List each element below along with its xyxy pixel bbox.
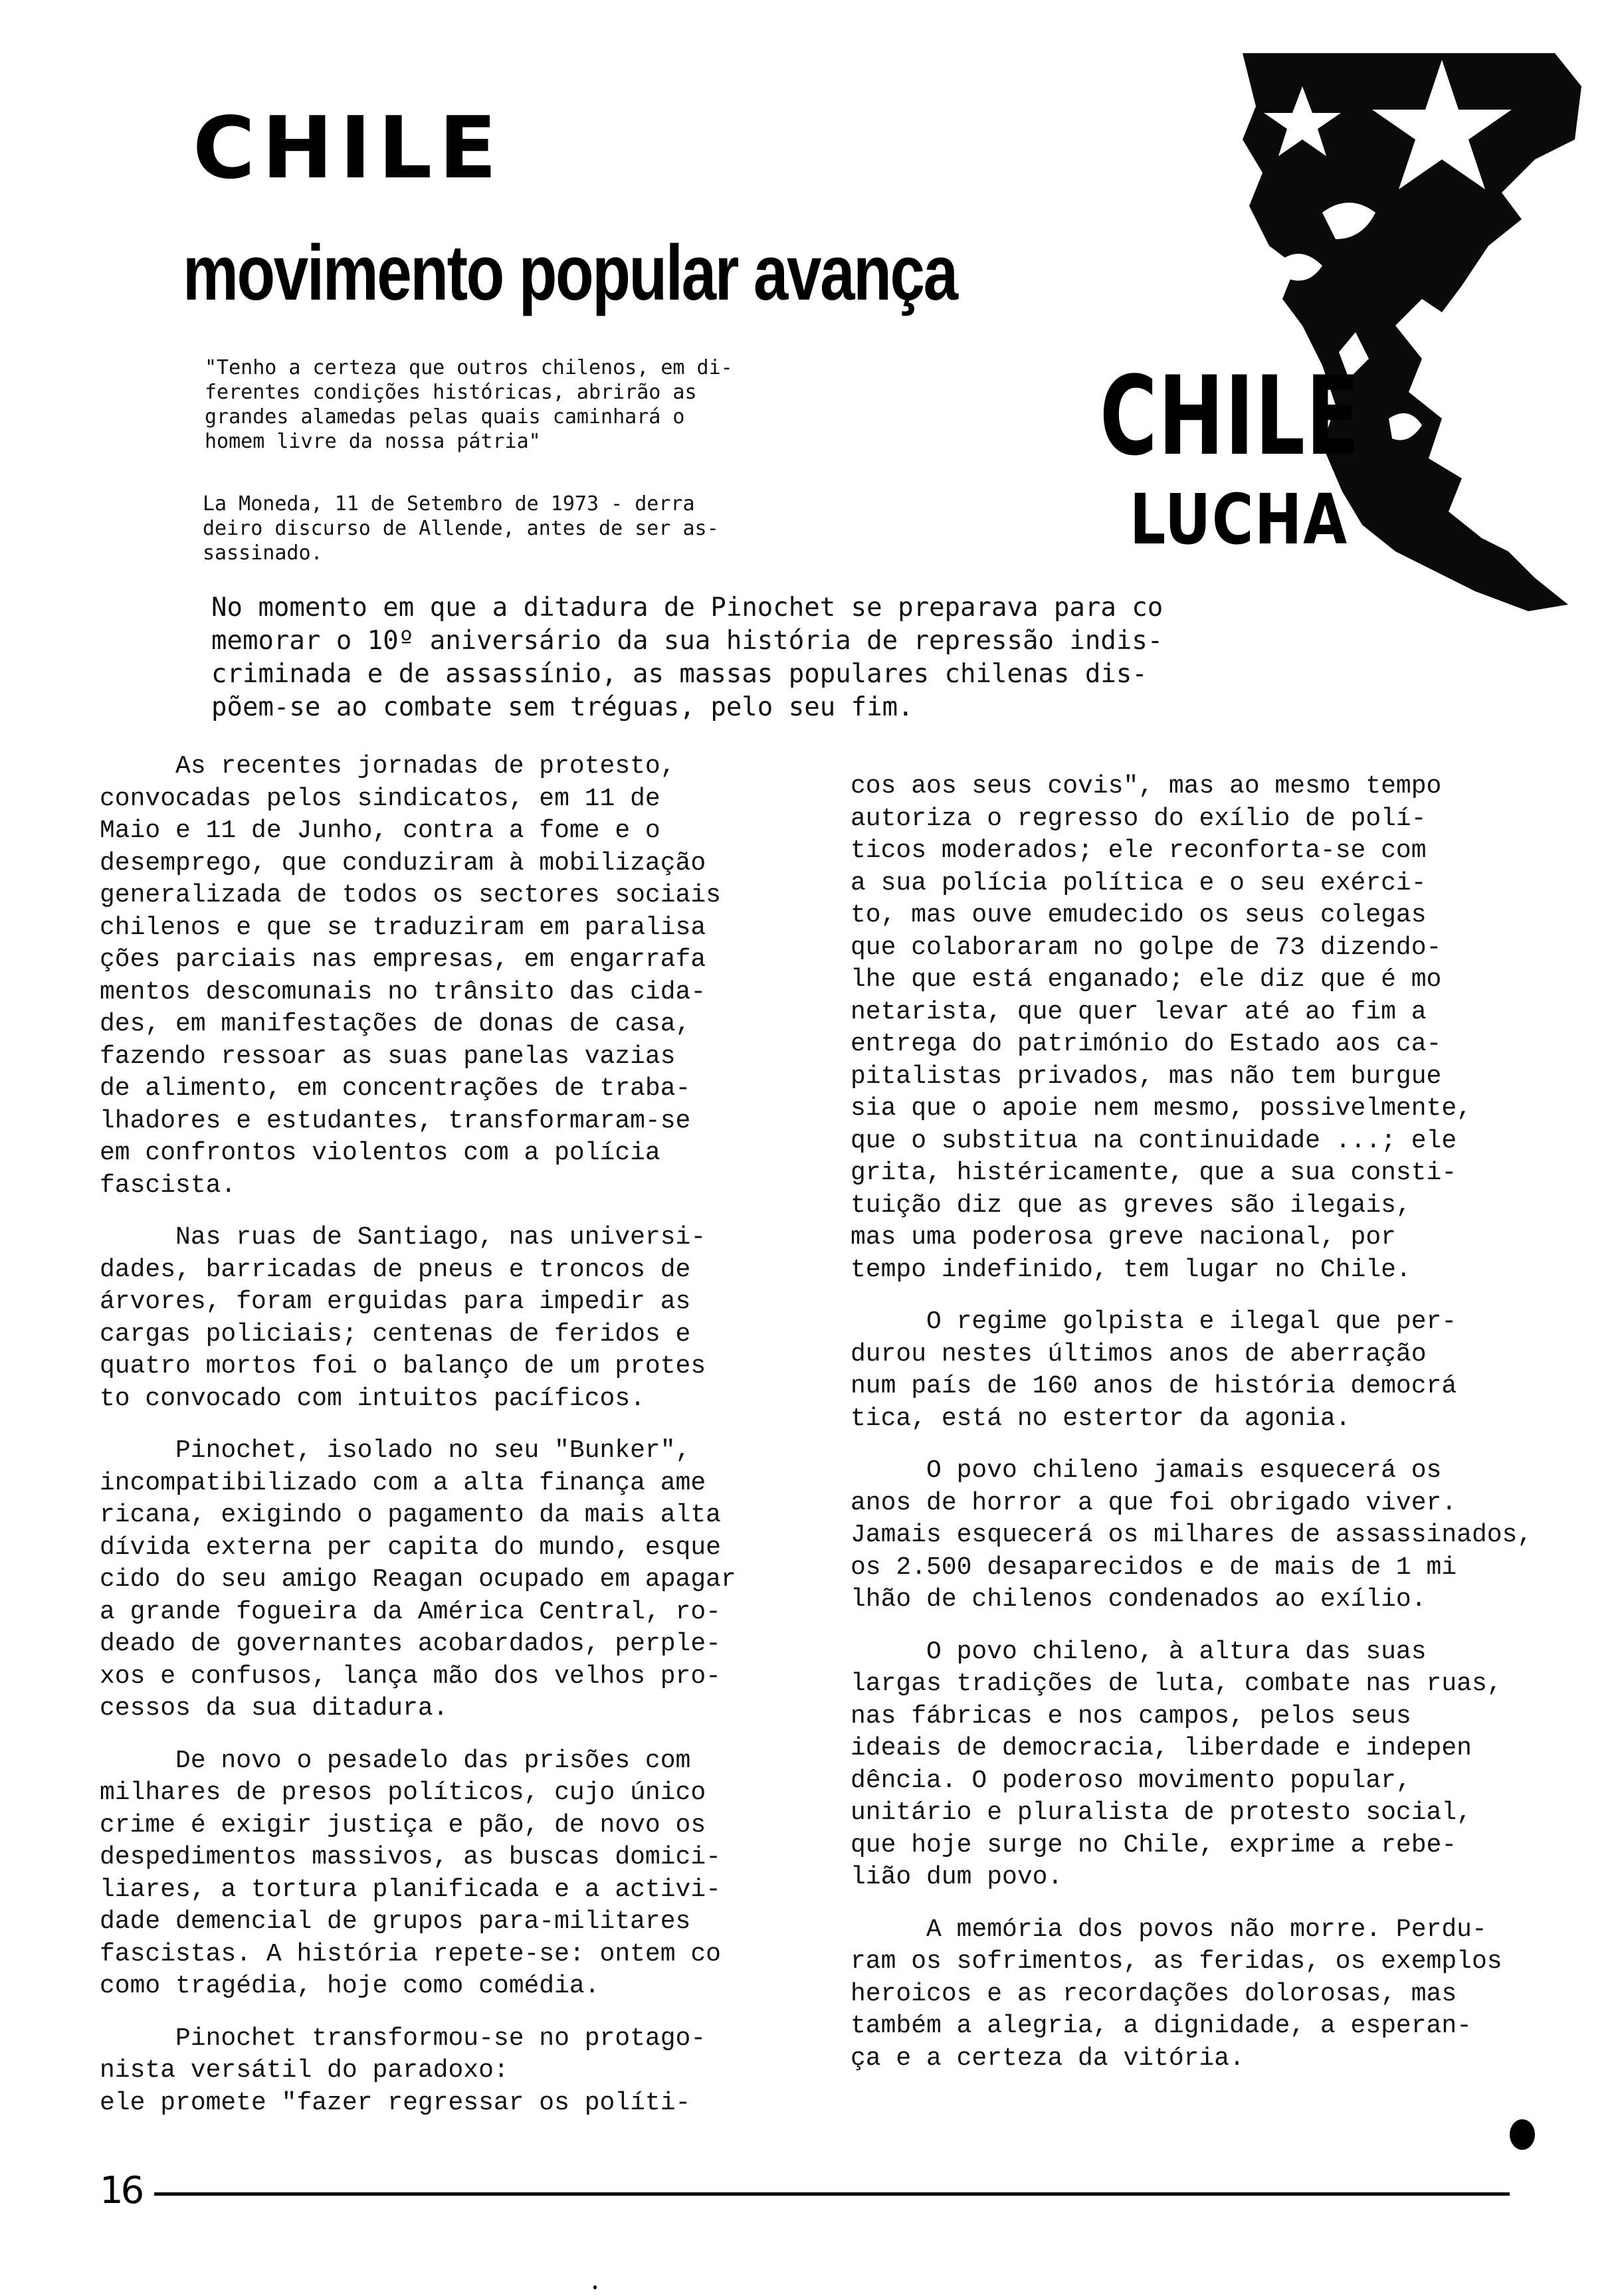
body-paragraph: Pinochet transformou-se no protago- nista versátil do paradoxo: ele promete "fazer regressar os políti- (100, 2024, 706, 2117)
body-paragraph: As recentes jornadas de protesto, convocadas pelos sindicatos, em 11 de Maio e 11 de Junho, contra a fome e o desemprego, que conduziram à mobilização generalizada de todos os sectores sociais chilenos e que se traduziram em paralisa ções parciais nas empresas, em engarrafa mentos descomunais no trânsito das cida- des, em manifestações de donas de casa, fazendo ressoar as suas panelas vazias de alimento, em concentrações de traba- lhadores e estudantes, transformaram-se em confrontos violentos com a polícia fascista. (100, 752, 721, 1200)
emblem-word-chile: CHILE (1100, 353, 1361, 480)
footer-rule (154, 2192, 1510, 2196)
body-paragraph: O regime golpista e ilegal que per- durou nestes últimos anos de aberração num país de 160 anos de história democrá tica, está no estertor da agonia. (851, 1307, 1457, 1433)
body-paragraph: O povo chileno, à altura das suas largas tradições de luta, combate nas ruas, nas fábricas e nos campos, pelos seus ideais de democracia, liberdade e indepen dência. O poderoso movimento popular, unitário e pluralista de protesto social, que hoje surge no Chile, exprime a rebe- lião dum povo. (851, 1637, 1502, 1891)
left-column (100, 751, 804, 2139)
body-paragraph: O povo chileno jamais esquecerá os anos de horror a que foi obrigado viver. Jamais esquecerá os milhares de assassinados, os 2.500 desaparecidos e de mais de 1 mi lhão de chilenos condenados ao exílio. (851, 1456, 1533, 1614)
end-of-article-bullet-icon (1510, 2119, 1535, 2150)
body-paragraph: Pinochet, isolado no seu "Bunker", incompatibilizado com a alta finança ame ricana, exigindo o pagamento da mais alta dívida externa per capita do mundo, esque cido do seu amigo Reagan ocupado em apagar a grande fogueira da América Central, ro- deado de governantes acobardados, perple- xos e confusos, lança mão dos velhos pro- cessos da sua ditadura. (100, 1436, 736, 1723)
body-paragraph: Nas ruas de Santiago, nas universi- dades, barricadas de pneus e troncos de árvores, foram erguidas para impedir as cargas policiais; centenas de feridos e quatro mortos foi o balanço de um protes to convocado com intuitos pacíficos. (100, 1223, 706, 1413)
body-paragraph: cos aos seus covis", mas ao mesmo tempo autoriza o regresso do exílio de polí- ticos moderados; ele reconforta-se com a sua polícia política e o seu exérci- to, mas ouve emudecido os seus colegas que colaboraram no golpe de 73 dizendo- lhe que está enganado; ele diz que é mo netarista, que quer levar até ao fim a entrega do património do Estado aos ca- pitalistas privados, mas não tem burgue sia que o apoie nem mesmo, possivelmente, que o substitua na continuidade ...; ele grita, histéricamente, que a sua consti- tuição diz que as greves são ilegais, mas uma poderosa greve nacional, por tempo indefinido, tem lugar no Chile. (851, 772, 1472, 1284)
page-number: 16 (100, 2169, 142, 2212)
epigraph-source: La Moneda, 11 de Setembro de 1973 - derra deiro discurso de Allende, antes de ser as- sassinado. (203, 492, 719, 565)
body-paragraph: De novo o pesadelo das prisões com milhares de presos políticos, cujo único crime é exigir justiça e pão, de novo os despedimentos massivos, as buscas domici- liares, a tortura planificada e a activi- dade demencial de grupos para-militares fascistas. A história repete-se: ontem co como tragédia, hoje como comédia. (100, 1746, 721, 2000)
right-column (851, 771, 1542, 2095)
emblem-word-lucha: LUCHA (1130, 479, 1348, 560)
headline-chile: CHILE (193, 99, 504, 198)
epigraph-quote: "Tenho a certeza que outros chilenos, em di- ferentes condições históricas, abrirão as grandes alamedas pelas quais caminhará o homem livre da nossa pátria" (205, 356, 733, 453)
print-speck (593, 2285, 597, 2289)
headline-subtitle: movimento popular avança (183, 229, 957, 317)
body-paragraph: A memória dos povos não morre. Perdu- ram os sofrimentos, as feridas, os exemplos heroicos e as recordações dolorosas, mas também a alegria, a dignidade, a esperan- ça e a certeza da vitória. (851, 1915, 1502, 2073)
lead-paragraph: No momento em que a ditadura de Pinochet se preparava para co memorar o 10º aniversário da sua história de repressão indis- criminada e de assassínio, as massas populares chilenas dis- põem-se ao combate sem tréguas, pelo seu fim. (211, 593, 1163, 722)
